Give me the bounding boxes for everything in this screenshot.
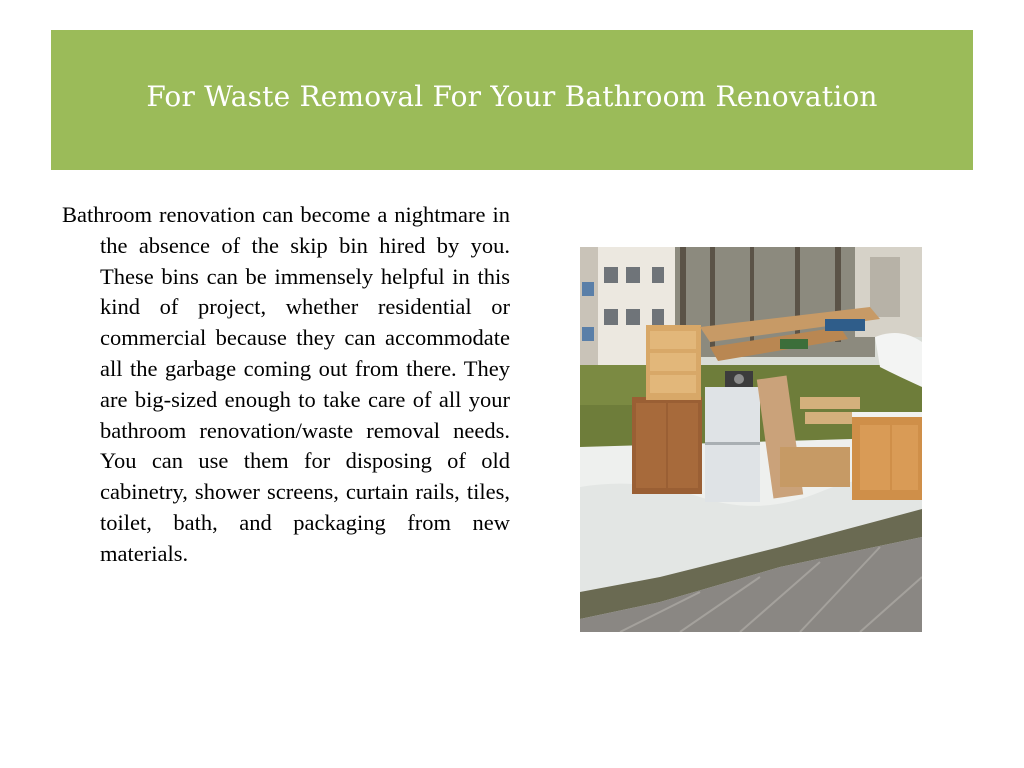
slide-title: For Waste Removal For Your Bathroom Renovation (146, 79, 878, 113)
body-paragraph: Bathroom renovation can become a nightmare in the absence of the skip bin hired by you. These bins can be immensely helpful in this kind of project, whether residential or commercial because they can accommodate all the garbage coming out from there. They are big-sized enough to take care of all your bathroom renovation/waste removal needs. You can use them for disposing of old cabinetry, shower screens, curtain rails, tiles, toilet, bath, and packaging from new materials. (62, 202, 510, 566)
junk-pile-photo (580, 247, 922, 632)
title-banner (51, 30, 973, 170)
